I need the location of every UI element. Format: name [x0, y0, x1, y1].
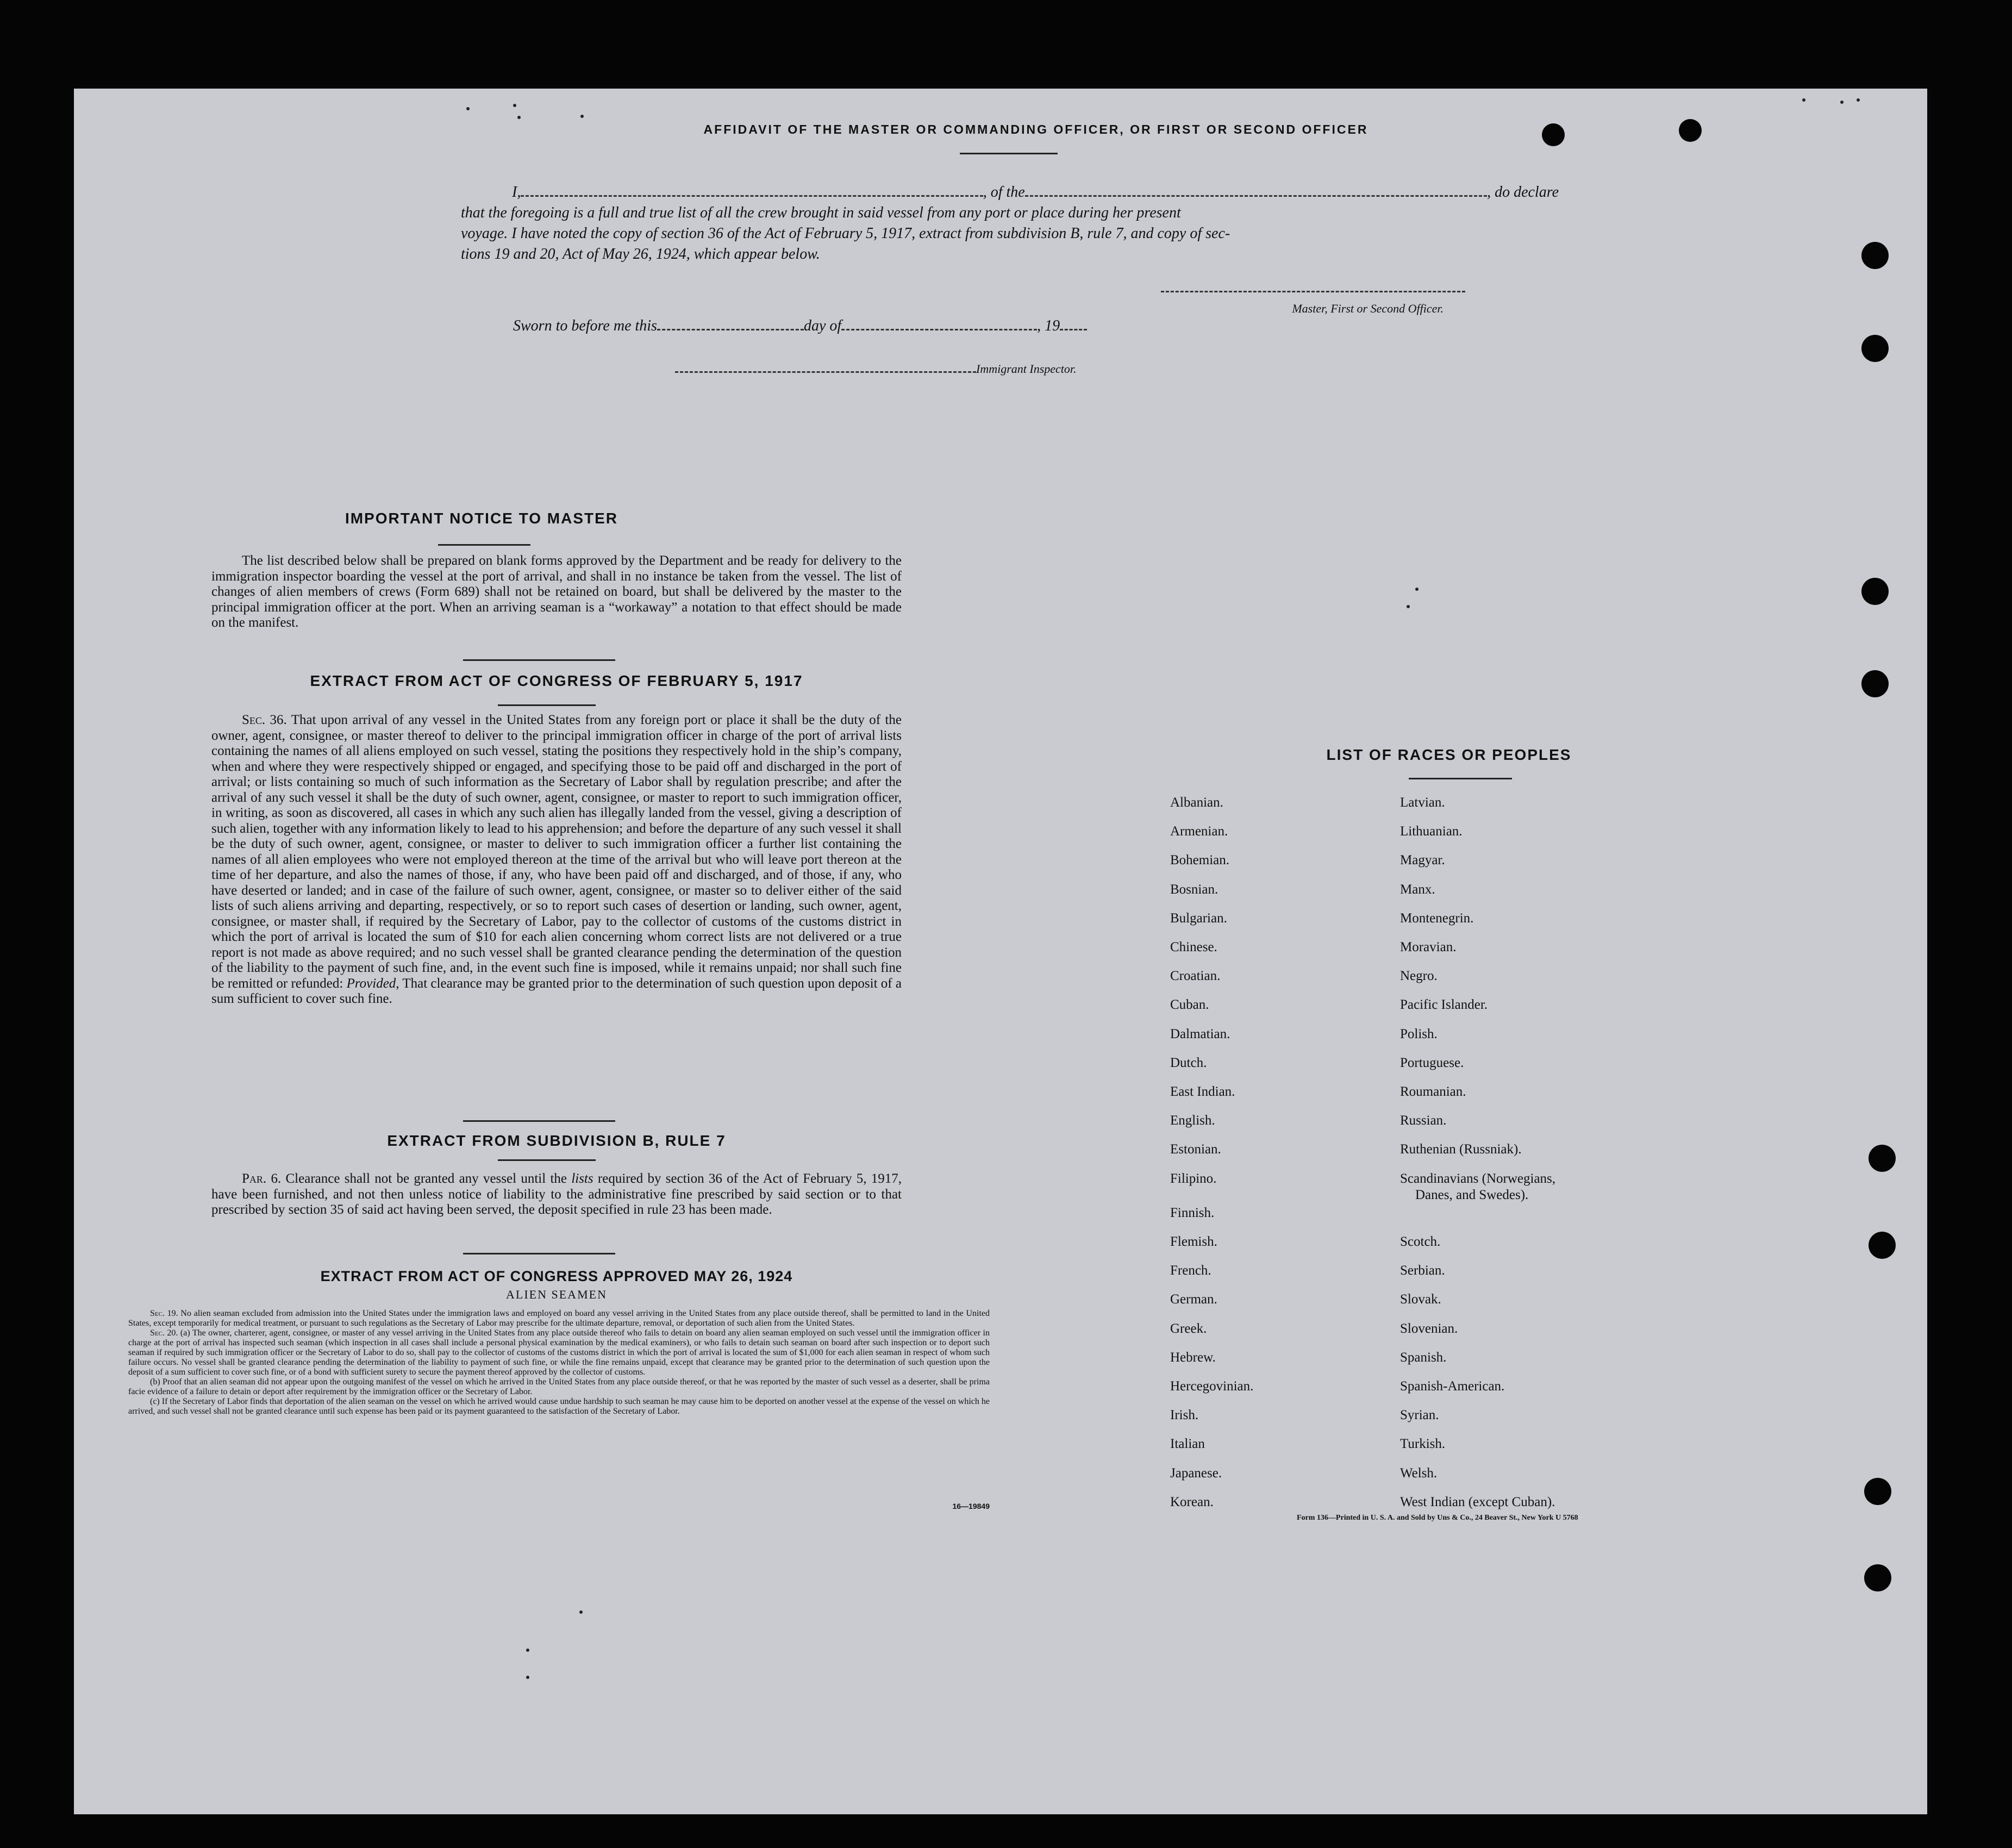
alien-seamen-subtitle: ALIEN SEAMEN — [506, 1288, 607, 1301]
vessel-name-field[interactable] — [1025, 183, 1487, 197]
race-item: Chinese. — [1170, 940, 1217, 954]
speck — [1415, 588, 1419, 591]
rule-7-body — [211, 1171, 902, 1218]
race-item: Magyar. — [1400, 853, 1445, 868]
sworn-year-field[interactable] — [1060, 317, 1087, 330]
notice-end-rule — [463, 659, 615, 661]
rule-7-end-rule — [463, 1253, 615, 1254]
affidavit-do-declare: , do declare — [1487, 184, 1559, 201]
extract-1917-body — [211, 713, 902, 1007]
race-item: Bohemian. — [1170, 853, 1230, 868]
paragraph-6-label: Par. 6. — [242, 1171, 282, 1186]
race-item: Cuban. — [1170, 997, 1209, 1013]
race-item: Scotch. — [1400, 1234, 1441, 1249]
section-20a-body: (a) The owner, charterer, agent, consignee, or master of any vessel arriving in the United States from any place outside thereof who fails to detain on board any alien seaman employed on such vessel until the immigration officer in charge at the port of arrival has inspected such seaman (which inspection in all cases shall include a personal physical examination by the medical examiners), or who fails to detain such seaman on board after such inspection or to deport such seaman if required by such immigration officer or the Secretary of Labor to do so, shall pay to the collector of customs of the customs district in which the port of arrival is located the sum of $1,000 for each alien seaman in respect of whom such failure occurs. No vessel shall be granted clearance pending the determination of the liability to payment of such fine, or while the fine remains unpaid, except that clearance may be granted prior to the determination of such question upon the deposit of a sum sufficient to cover such fine, or of a bond with sufficient surety to secure the payment thereof approved by the collector of customs. — [128, 1328, 990, 1377]
inspector-label: Immigrant Inspector. — [976, 362, 1077, 376]
speck — [1840, 101, 1844, 104]
section-19-body: No alien seaman excluded from admission into the United States under the immigration laws and employed on board any vessel arriving in the United States from any place outside thereof, shall be permitted to land in the United States, except temporarily for medical treatment, or pursuant to such regulations as the Secretary of Labor may prescribe for the ultimate departure, removal, or deportation of such alien from the United States. — [128, 1309, 990, 1328]
sworn-day-field[interactable] — [657, 317, 804, 330]
speck — [1407, 605, 1410, 608]
race-item: Russian. — [1400, 1113, 1447, 1128]
race-item: English. — [1170, 1113, 1215, 1128]
race-item: Manx. — [1400, 882, 1435, 897]
race-item: Hebrew. — [1170, 1350, 1216, 1365]
race-item: Welsh. — [1400, 1465, 1438, 1481]
section-20a-text — [128, 1328, 990, 1377]
race-item: Turkish. — [1400, 1437, 1446, 1452]
section-20-label: Sec. 20. — [150, 1328, 178, 1338]
punch-hole — [1861, 335, 1889, 362]
affidavit-line-3: voyage. I have noted the copy of section 36 of the Act of February 5, 1917, extract from subdivision B, rule 7, and copy of sec- — [461, 225, 1230, 242]
affidavit-declaration — [461, 182, 1559, 265]
rule-7-title: EXTRACT FROM SUBDIVISION B, RULE 7 — [387, 1132, 726, 1149]
race-item: Korean. — [1170, 1494, 1214, 1509]
extract-1924-title: EXTRACT FROM ACT OF CONGRESS APPROVED MAY 26, 1924 — [320, 1268, 793, 1284]
speck — [466, 107, 470, 110]
punch-hole — [1861, 242, 1889, 269]
extract-1917-end-rule — [463, 1120, 615, 1122]
punch-hole — [1869, 1145, 1896, 1172]
race-item: Roumanian. — [1400, 1084, 1466, 1099]
punch-hole — [1869, 1232, 1896, 1259]
race-item: Slovenian. — [1400, 1321, 1458, 1336]
section-20b-text: (b) Proof that an alien seaman did not appear upon the outgoing manifest of the vessel on which he arrived in the United States from any place outside thereof, or that he was reported by the master of such vessel as a deserter, shall be prima facie evidence of a failure to detain or deport after requirement by the immigration officer or the Secretary of Labor. — [128, 1377, 990, 1396]
race-item: Montenegrin. — [1400, 910, 1474, 926]
notice-text: The list described below shall be prepared on blank forms approved by the Department and be ready for delivery to the immigration inspector boarding the vessel at the port of arrival, and shall in no instance be taken from the vessel. The list of changes of alien members of crews (Form 689) shall not be retained on board, but shall be delivered by the master to the principal immigration officer at the port. When an arriving seaman is a “workaway” a notation to that effect should be made on the manifest. — [211, 553, 902, 630]
race-item: Slovak. — [1400, 1292, 1441, 1307]
notice-rule — [438, 544, 530, 546]
race-item: Serbian. — [1400, 1263, 1445, 1278]
extract-1917-rule — [498, 704, 596, 706]
affidavit-line-1 — [461, 182, 1559, 203]
section-19-text — [128, 1309, 990, 1328]
race-item: Armenian. — [1170, 824, 1228, 839]
race-item: Finnish. — [1170, 1205, 1215, 1220]
extract-1924-body — [128, 1309, 990, 1416]
section-36-text — [211, 713, 902, 1007]
race-item: Danes, and Swedes). — [1415, 1187, 1529, 1202]
race-item: Japanese. — [1170, 1465, 1222, 1481]
race-item: Dalmatian. — [1170, 1026, 1230, 1041]
affidavit-line-2: that the foregoing is a full and true list of all the crew brought in said vessel from any port or place during her present — [461, 204, 1181, 221]
race-item: Croatian. — [1170, 969, 1221, 984]
race-item: Ruthenian (Russniak). — [1400, 1142, 1522, 1157]
race-item: Italian — [1170, 1437, 1205, 1452]
race-item: Spanish. — [1400, 1350, 1447, 1365]
speck — [526, 1649, 529, 1652]
speck — [1857, 98, 1860, 102]
race-item: Estonian. — [1170, 1142, 1221, 1157]
punch-hole — [1542, 123, 1565, 146]
section-36-text-a: That upon arrival of any vessel in the United States from any foreign port or place it shall be the duty of the owner, agent, consignee, or master thereof to deliver to the principal immigration officer in charge of the port of arrival lists containing the names of all aliens employed on such vessel, stating the positions they respectively hold in the ship’s company, when and where they were respectively shipped or engaged, and specifying those to be paid off and discharged in the port of arrival; or lists containing so much of such information as the Secretary of Labor shall by regulation prescribe; and after the arrival of any such vessel it shall be the duty of such owner, agent, consignee, or master to report to such immigration officer, in writing, as soon as discovered, all cases in which any such alien has illegally landed from the vessel, giving a description of such alien, together with any information likely to lead to his apprehension; and before the departure of any such vessel it shall be the duty of such owner, agent, consignee, or master to deliver to such immigration officer a further list containing the names of all alien employees who were not employed thereon at the time of the arrival but who will leave port thereon at the time of her departure, and also the names of those, if any, who have been paid off and discharged, and of those, if any, who have deserted or landed; and in case of the failure of such owner, agent, consignee, or master so to deliver either of the said lists of such aliens arriving and departing, respectively, or so to report such cases of desertion or landing, such owner, agent, consignee, or master shall, if required by the Secretary of Labor, pay to the collector of customs of the customs district in which the port of arrival is located the sum of $10 for each alien concerning whom correct lists are not delivered or a true report is not made as above required; and no such vessel shall be granted clearance pending the determination of the question of the liability to the payment of such fine, and, in the event such fine is imposed, while it remains unpaid; nor shall such fine be remitted or refunded: — [211, 713, 902, 991]
notice-title: IMPORTANT NOTICE TO MASTER — [345, 510, 618, 527]
race-item: East Indian. — [1170, 1084, 1235, 1099]
race-item: Hercegovinian. — [1170, 1379, 1254, 1394]
race-item: German. — [1170, 1292, 1217, 1307]
affidavit-of-the: , of the — [983, 184, 1025, 201]
speck — [513, 104, 516, 107]
master-signature-label: Master, First or Second Officer. — [1292, 302, 1444, 315]
punch-hole — [1861, 670, 1889, 697]
race-item: Bulgarian. — [1170, 910, 1227, 926]
races-title: LIST OF RACES OR PEOPLES — [1326, 746, 1572, 763]
rule-7-rule — [498, 1159, 596, 1161]
paragraph-6-text — [211, 1171, 902, 1218]
speck — [526, 1676, 529, 1679]
speck — [517, 116, 521, 119]
master-signature-field[interactable] — [1161, 291, 1465, 292]
section-36-text-b: That clearance may be granted prior to the determination of such question upon deposit of a sum sufficient to cover such fine. — [211, 976, 902, 1006]
race-item: Dutch. — [1170, 1055, 1207, 1070]
section-19-label: Sec. 19. — [150, 1309, 178, 1318]
race-item: Filipino. — [1170, 1171, 1217, 1186]
race-item: Scandinavians (Norwegians, — [1400, 1171, 1556, 1186]
race-item: French. — [1170, 1263, 1211, 1278]
affidavit-title: AFFIDAVIT OF THE MASTER OR COMMANDING OFFICER, OR FIRST OR SECOND OFFICER — [703, 122, 1369, 136]
race-item: Albanian. — [1170, 795, 1223, 810]
title-rule — [960, 153, 1058, 154]
section-36-label: Sec. 36. — [242, 713, 287, 727]
race-item: Polish. — [1400, 1026, 1438, 1041]
race-item: Syrian. — [1400, 1408, 1439, 1423]
race-item: Latvian. — [1400, 795, 1445, 810]
race-item: Bosnian. — [1170, 882, 1219, 897]
race-item: Moravian. — [1400, 940, 1457, 954]
race-item: Portuguese. — [1400, 1055, 1464, 1070]
inspector-signature-field[interactable] — [675, 363, 976, 373]
race-item: Negro. — [1400, 969, 1438, 984]
speck — [1802, 98, 1805, 102]
punch-hole — [1679, 119, 1702, 142]
sworn-month-field[interactable] — [841, 317, 1037, 330]
paragraph-6-text-b: required by section 36 of the Act of February 5, 1917, have been furnished, and not then unless notice of liability to the administrative fine prescribed by said section or to that prescribed by section 35 of said act having been served, the deposit specified in rule 23 has been made. — [211, 1171, 902, 1217]
punch-hole — [1861, 578, 1889, 605]
punch-hole — [1864, 1564, 1891, 1591]
sworn-text: Sworn to before me this — [513, 317, 657, 334]
sworn-day-of: day of — [803, 317, 842, 334]
race-item: Flemish. — [1170, 1234, 1217, 1249]
document-sheet — [74, 89, 1927, 1814]
extract-1917-title: EXTRACT FROM ACT OF CONGRESS OF FEBRUARY 5, 1917 — [310, 672, 803, 689]
race-item: Pacific Islander. — [1400, 997, 1488, 1013]
sworn-year: , 19 — [1037, 317, 1060, 334]
race-item: Greek. — [1170, 1321, 1207, 1336]
section-36-provided: Provided, — [346, 976, 399, 991]
race-item: Irish. — [1170, 1408, 1199, 1423]
sworn-line — [513, 317, 1252, 335]
races-rule — [1409, 778, 1512, 779]
form-imprint: Form 136—Printed in U. S. A. and Sold by Uns & Co., 24 Beaver St., New York U 5768 — [1297, 1514, 1578, 1522]
inspector-line — [675, 362, 1077, 376]
section-20c-text: (c) If the Secretary of Labor finds that deportation of the alien seaman on the vessel on which he arrived would cause undue hardship to such seaman he may cause him to be deported on another vessel at the expense of the vessel on which he arrived, and such vessel shall not be granted clearance until such expense has been paid or its payment guaranteed to the satisfaction of the Secretary of Labor. — [128, 1397, 990, 1416]
affidavit-i: I, — [512, 184, 521, 201]
speck — [579, 1610, 583, 1614]
paragraph-6-text-a: Clearance shall not be granted any vessel until the — [285, 1171, 567, 1186]
notice-body — [211, 553, 902, 631]
affidavit-line-4: tions 19 and 20, Act of May 26, 1924, which appear below. — [461, 246, 820, 263]
race-item: West Indian (except Cuban). — [1400, 1494, 1555, 1509]
print-code: 16—19849 — [952, 1502, 990, 1510]
race-item: Lithuanian. — [1400, 824, 1463, 839]
punch-hole — [1864, 1478, 1891, 1505]
paragraph-6-lists: lists — [571, 1171, 593, 1186]
speck — [580, 115, 584, 118]
officer-name-field[interactable] — [521, 183, 983, 197]
race-item: Spanish-American. — [1400, 1379, 1505, 1394]
